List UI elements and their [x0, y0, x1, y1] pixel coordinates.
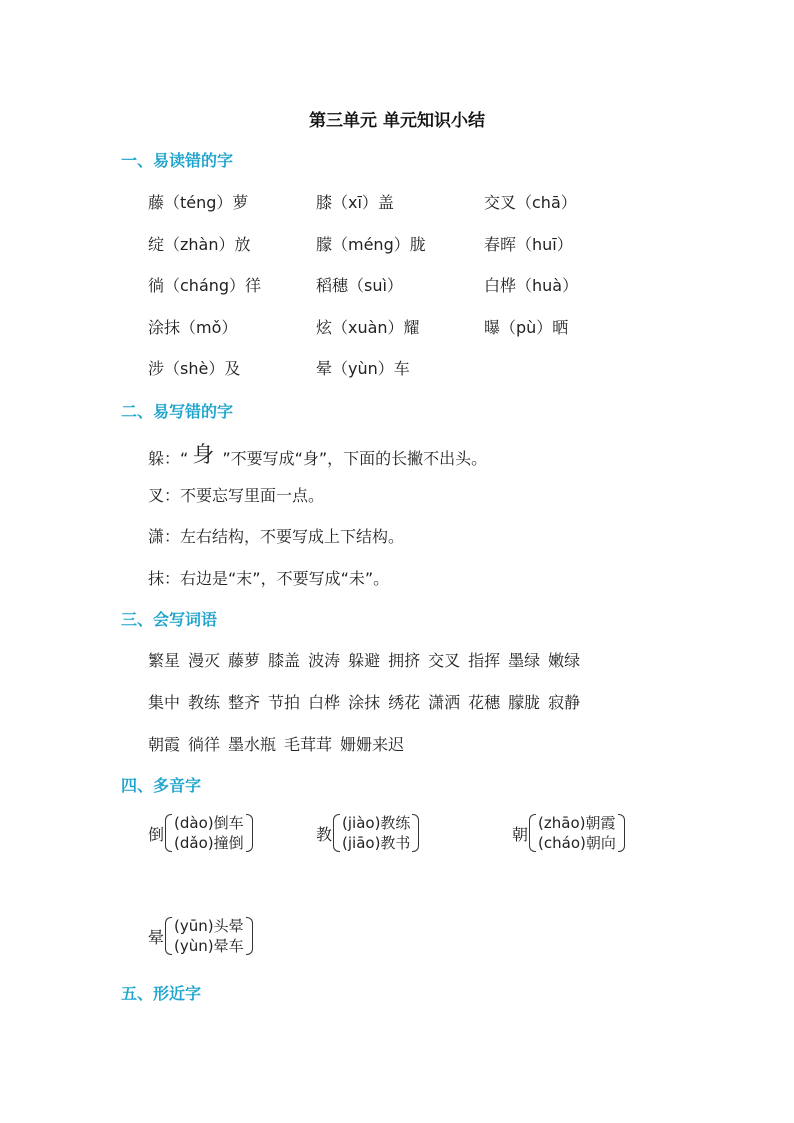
word: 姗姗来迟 — [340, 735, 405, 754]
word: 节拍 — [268, 693, 301, 712]
easy-read-item: 涉（shè）及 — [148, 359, 241, 378]
polyphone-group — [148, 813, 253, 853]
word: 花穗 — [468, 693, 501, 712]
polyphone-reading: (zhāo)朝霞 — [538, 814, 616, 832]
polyphone-char: 朝 — [512, 824, 529, 844]
word: 潇洒 — [428, 693, 461, 712]
easy-write-line — [148, 444, 487, 475]
polyphone-reading: (jiāo)教书 — [342, 834, 411, 852]
easy-read-item: 涂抹（mǒ） — [148, 318, 238, 337]
polyphone-group — [512, 813, 625, 853]
word: 波涛 — [308, 651, 341, 670]
easy-read-item: 朦（méng）胧 — [316, 235, 426, 254]
left-brace-icon — [165, 917, 172, 955]
word: 墨水瓶 — [228, 735, 277, 754]
polyphone-char: 晕 — [148, 927, 165, 947]
left-brace-icon — [165, 814, 172, 852]
word: 整齐 — [228, 693, 261, 712]
left-brace-icon — [529, 814, 536, 852]
easy-read-item: 炫（xuàn）耀 — [316, 318, 420, 337]
easy-write-prefix: 躲：“ — [148, 449, 189, 468]
polyphone-reading: (dǎo)撞倒 — [174, 834, 244, 852]
easy-read-item: 晕（yùn）车 — [316, 359, 410, 378]
polyphone-group — [148, 916, 253, 956]
polyphone-reading: (cháo)朝向 — [538, 834, 616, 852]
right-brace-icon — [618, 814, 625, 852]
right-brace-icon — [412, 814, 419, 852]
polyphone-char: 教 — [316, 824, 333, 844]
word: 藤萝 — [228, 651, 261, 670]
section-heading-similar-chars: 五、形近字 — [121, 984, 202, 1003]
character-stroke-glyph: 身 — [192, 443, 215, 468]
polyphone-reading: (dào)倒车 — [174, 814, 244, 832]
right-brace-icon — [246, 814, 253, 852]
word: 朝霞 — [148, 735, 181, 754]
word: 嫩绿 — [548, 651, 581, 670]
section-heading-words: 三、会写词语 — [121, 610, 218, 629]
left-brace-icon — [333, 814, 340, 852]
polyphone-char: 倒 — [148, 824, 165, 844]
word: 拥挤 — [388, 651, 421, 670]
word: 寂静 — [548, 693, 581, 712]
word: 绣花 — [388, 693, 421, 712]
word: 毛茸茸 — [284, 735, 333, 754]
section-heading-easy-write: 二、易写错的字 — [121, 402, 234, 421]
word-row — [148, 690, 588, 713]
easy-read-item: 白桦（huà） — [484, 276, 579, 295]
word: 涂抹 — [348, 693, 381, 712]
easy-write-suffix: ”不要写成“身”，下面的长撇不出头。 — [222, 449, 488, 468]
word: 交叉 — [428, 651, 461, 670]
easy-read-item: 藤（téng）萝 — [148, 193, 249, 212]
easy-read-item: 交叉（chā） — [484, 193, 577, 212]
word: 膝盖 — [268, 651, 301, 670]
right-brace-icon — [246, 917, 253, 955]
word: 指挥 — [468, 651, 501, 670]
word: 教练 — [188, 693, 221, 712]
easy-read-item: 春晖（huī） — [484, 235, 573, 254]
word: 墨绿 — [508, 651, 541, 670]
easy-read-item: 膝（xī）盖 — [316, 193, 394, 212]
word: 徜徉 — [188, 735, 221, 754]
word: 白桦 — [308, 693, 341, 712]
polyphone-reading: (yūn)头晕 — [174, 917, 244, 935]
easy-read-item: 曝（pù）晒 — [484, 318, 569, 337]
word: 朦胧 — [508, 693, 541, 712]
section-heading-polyphones: 四、多音字 — [121, 776, 202, 795]
word: 集中 — [148, 693, 181, 712]
easy-read-item: 稻穗（suì） — [316, 276, 403, 295]
page-title: 第三单元 单元知识小结 — [309, 111, 485, 131]
word: 漫灭 — [188, 651, 221, 670]
polyphone-group — [316, 813, 419, 853]
easy-read-item: 徜（cháng）徉 — [148, 276, 262, 295]
polyphone-reading: (jiào)教练 — [342, 814, 411, 832]
easy-write-line: 叉：不要忘写里面一点。 — [148, 486, 325, 505]
word-row — [148, 732, 412, 755]
word-row — [148, 648, 588, 671]
easy-write-line: 抹：右边是“末”，不要写成“未”。 — [148, 569, 390, 588]
word: 躲避 — [348, 651, 381, 670]
section-heading-easy-read: 一、易读错的字 — [121, 151, 234, 170]
easy-write-line: 潇：左右结构，不要写成上下结构。 — [148, 527, 405, 546]
polyphone-reading: (yùn)晕车 — [174, 937, 244, 955]
word: 繁星 — [148, 651, 181, 670]
easy-read-item: 绽（zhàn）放 — [148, 235, 251, 254]
